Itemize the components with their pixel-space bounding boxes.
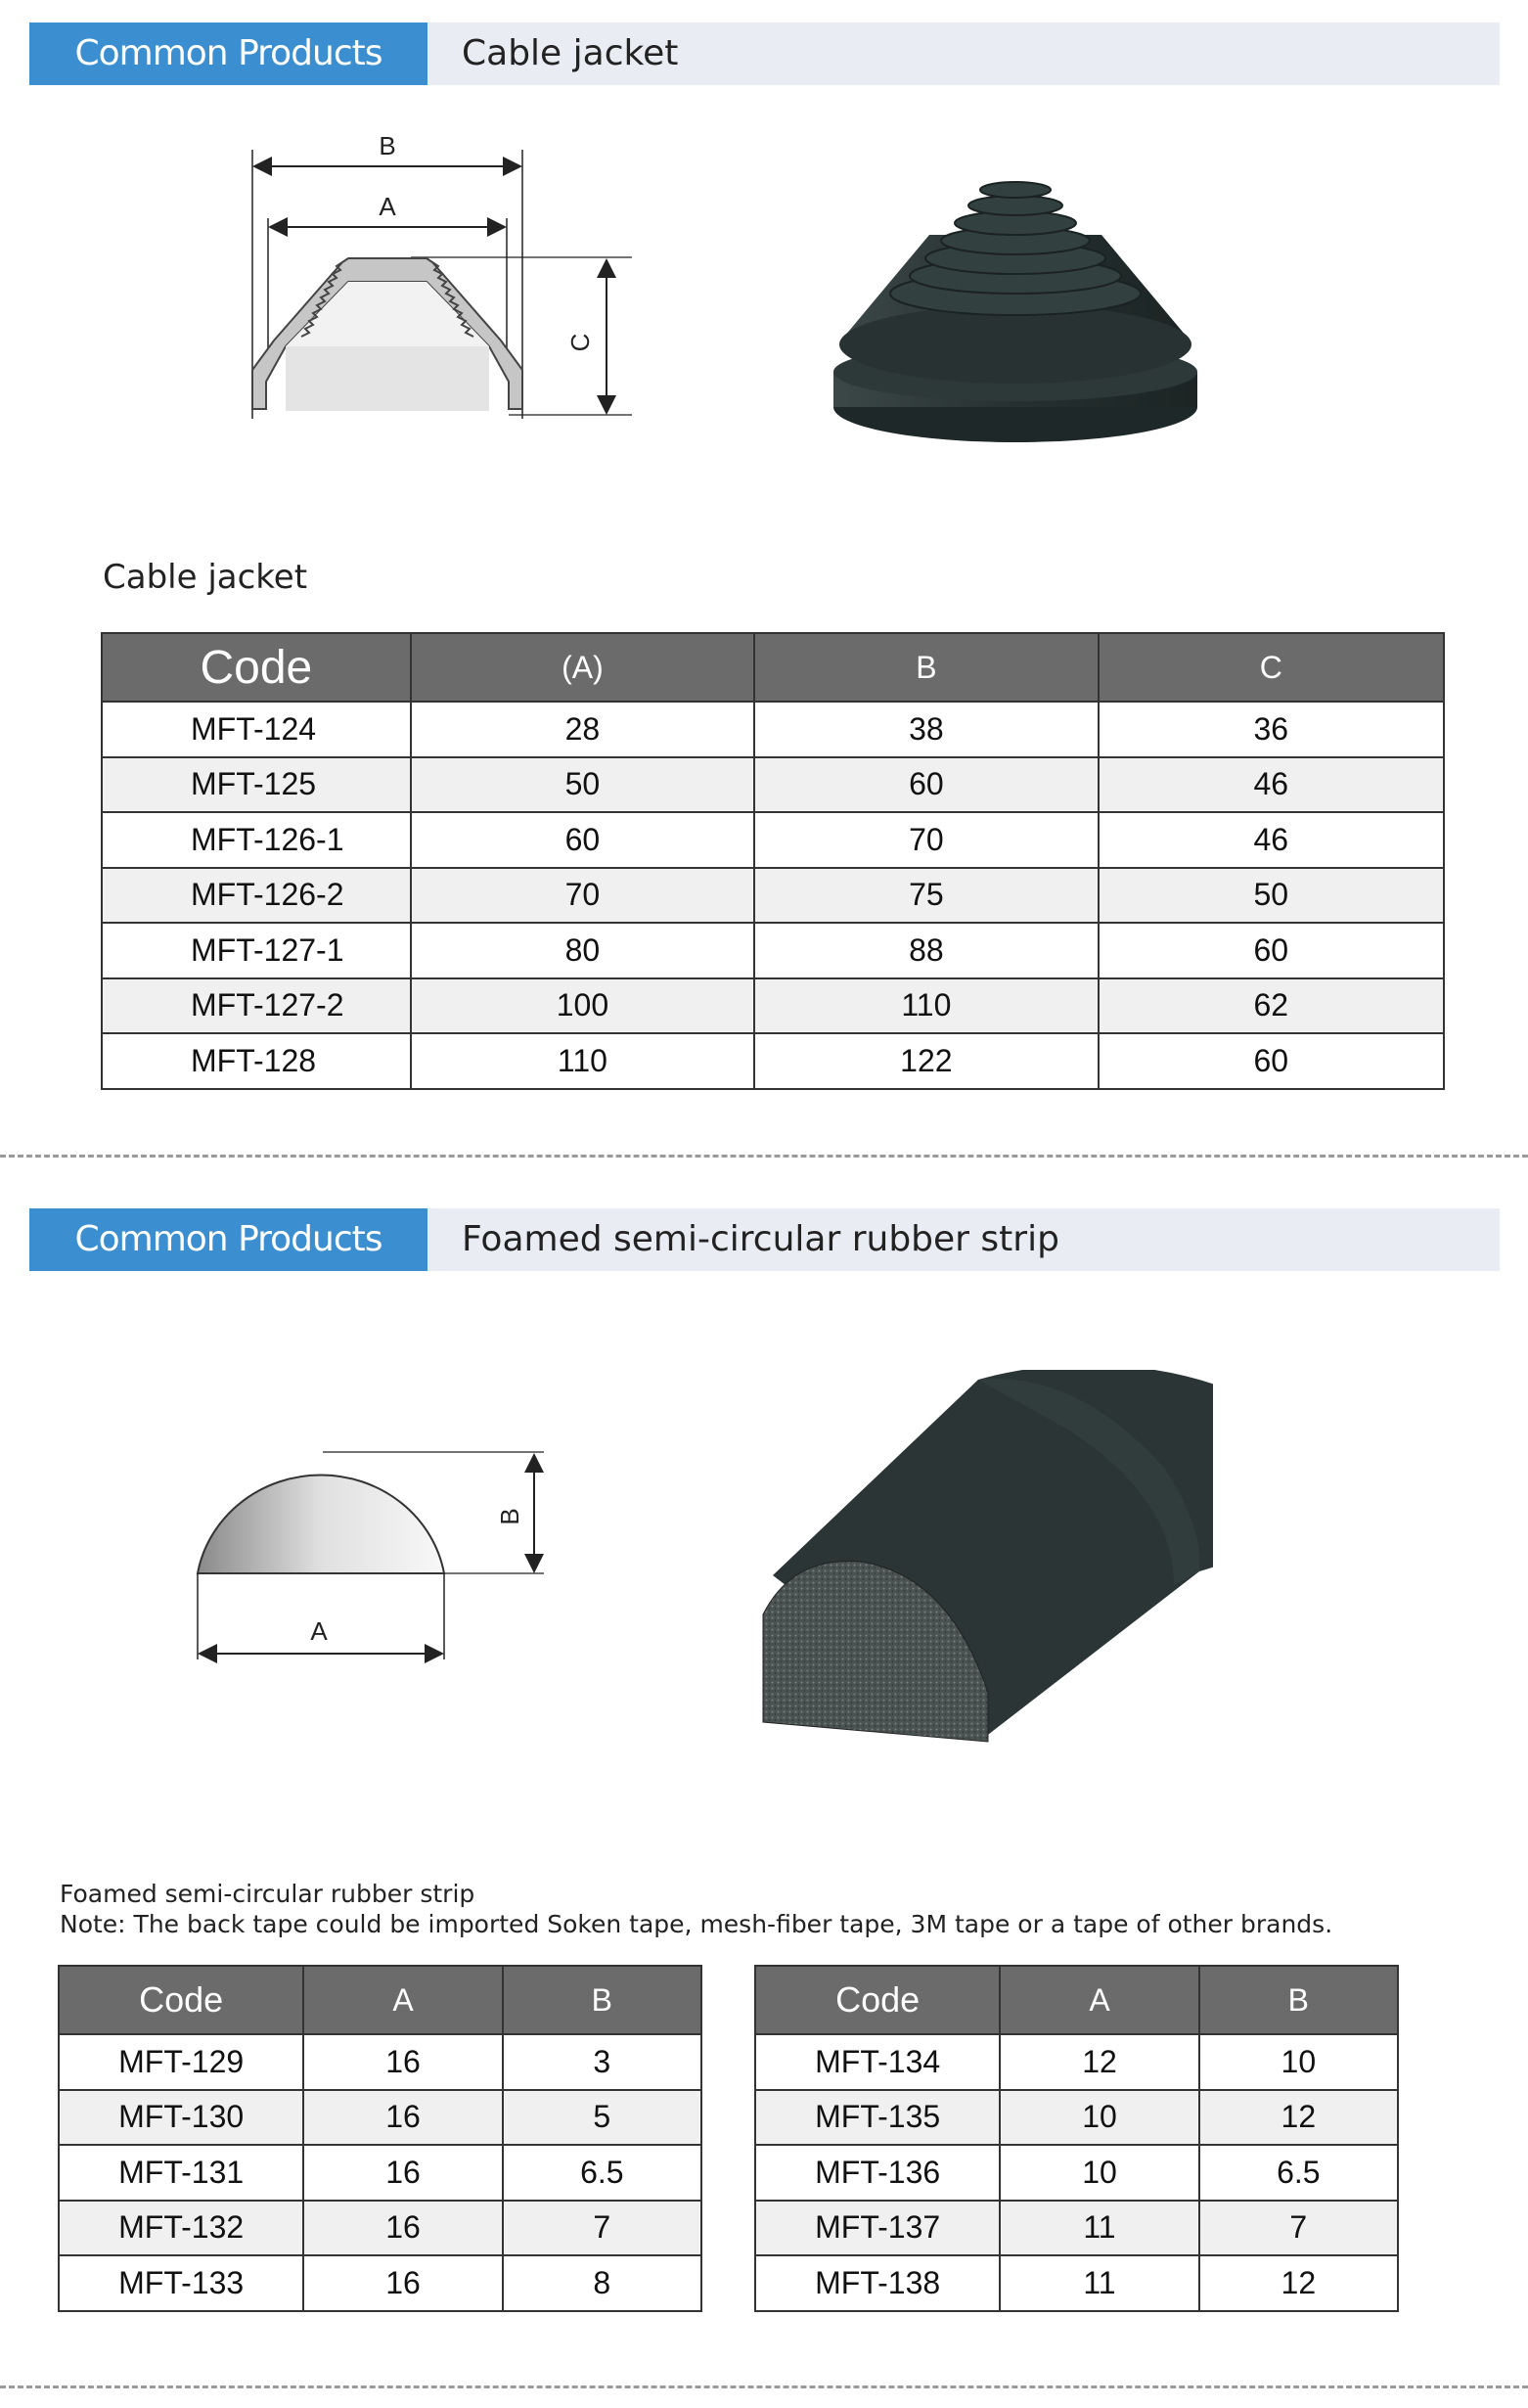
dimension-cell: 110	[754, 978, 1098, 1034]
dimension-cell: 6.5	[1199, 2145, 1398, 2201]
table-row	[102, 757, 1444, 813]
rubber-strip-diagram	[186, 1438, 577, 1673]
product-code-cell: MFT-126-2	[102, 868, 411, 924]
rubber-strip-product-image	[753, 1370, 1213, 1751]
table-caption	[60, 1879, 1332, 1939]
dimension-cell: 16	[303, 2145, 502, 2201]
table-row	[102, 812, 1444, 868]
table-row	[59, 2090, 701, 2146]
dimension-cell: 16	[303, 2255, 502, 2311]
product-code-cell: MFT-125	[102, 757, 411, 813]
dimension-cell: 38	[754, 702, 1098, 757]
product-code-cell: MFT-132	[59, 2201, 303, 2256]
table-row	[755, 2201, 1398, 2256]
common-products-tag: Common Products	[29, 23, 427, 85]
dimension-cell: 50	[1099, 868, 1444, 924]
table-body	[102, 702, 1444, 1089]
dimension-cell: 88	[754, 923, 1098, 978]
product-code-cell: MFT-126-1	[102, 812, 411, 868]
dimension-cell: 50	[411, 757, 754, 813]
product-code-cell: MFT-134	[755, 2034, 1000, 2090]
dimension-cell: 10	[1000, 2145, 1198, 2201]
dimension-cell: 6.5	[503, 2145, 701, 2201]
table-caption: Cable jacket	[103, 558, 308, 597]
dimension-cell: 8	[503, 2255, 701, 2311]
dimension-cell: 62	[1099, 978, 1444, 1034]
dimension-label-b: B	[379, 131, 396, 160]
product-code-cell: MFT-136	[755, 2145, 1000, 2201]
dimension-cell: 36	[1099, 702, 1444, 757]
dimension-cell: 80	[411, 923, 754, 978]
rubber-strip-table-right	[754, 1965, 1399, 2312]
section-title: Cable jacket	[462, 33, 679, 73]
section-divider	[0, 1155, 1528, 1158]
dimension-cell: 75	[754, 868, 1098, 924]
table-row	[755, 2255, 1398, 2311]
dimension-cell: 12	[1199, 2090, 1398, 2146]
table-body	[755, 2034, 1398, 2311]
column-header: B	[754, 633, 1098, 702]
dimension-cell: 70	[754, 812, 1098, 868]
table-row	[755, 2145, 1398, 2201]
table-row	[102, 868, 1444, 924]
table-row	[59, 2255, 701, 2311]
cable-jacket-diagram	[235, 125, 646, 429]
dimension-cell: 16	[303, 2034, 502, 2090]
section-title: Foamed semi-circular rubber strip	[462, 1219, 1059, 1259]
column-header: A	[303, 1966, 502, 2034]
dimension-cell: 5	[503, 2090, 701, 2146]
column-header: C	[1099, 633, 1444, 702]
product-code-cell: MFT-131	[59, 2145, 303, 2201]
product-code-cell: MFT-130	[59, 2090, 303, 2146]
section-header-rubber-strip	[29, 1208, 1500, 1271]
dimension-cell: 3	[503, 2034, 701, 2090]
dimension-cell: 10	[1000, 2090, 1198, 2146]
column-header: Code	[755, 1966, 1000, 2034]
table-body	[59, 2034, 701, 2311]
dimension-cell: 11	[1000, 2255, 1198, 2311]
cable-jacket-product-image	[831, 176, 1203, 450]
common-products-tag: Common Products	[29, 1208, 427, 1271]
product-code-cell: MFT-127-2	[102, 978, 411, 1034]
dimension-cell: 12	[1199, 2255, 1398, 2311]
dimension-label-a: A	[310, 1616, 328, 1646]
table-row	[102, 702, 1444, 757]
section-divider	[0, 2385, 1528, 2388]
table-row	[102, 923, 1444, 978]
dimension-cell: 100	[411, 978, 754, 1034]
dimension-cell: 60	[1099, 923, 1444, 978]
caption-note: Note: The back tape could be imported Soken tape, mesh-fiber tape, 3M tape or a tape of other brands.	[60, 1910, 1333, 1938]
product-code-cell: MFT-124	[102, 702, 411, 757]
table-row	[59, 2034, 701, 2090]
dimension-cell: 122	[754, 1033, 1098, 1089]
column-header: Code	[102, 633, 411, 702]
product-code-cell: MFT-133	[59, 2255, 303, 2311]
table-row	[59, 2201, 701, 2256]
table-row	[755, 2034, 1398, 2090]
dimension-cell: 110	[411, 1033, 754, 1089]
cable-jacket-table	[101, 632, 1445, 1090]
dimension-label-b: B	[495, 1508, 524, 1525]
dimension-cell: 12	[1000, 2034, 1198, 2090]
column-header: (A)	[411, 633, 754, 702]
dimension-cell: 7	[503, 2201, 701, 2256]
dimension-label-c: C	[565, 333, 595, 352]
section-header-cable-jacket	[29, 23, 1500, 85]
product-code-cell: MFT-138	[755, 2255, 1000, 2311]
dimension-cell: 60	[754, 757, 1098, 813]
table-row	[59, 2145, 701, 2201]
rubber-strip-table-left	[58, 1965, 702, 2312]
product-code-cell: MFT-128	[102, 1033, 411, 1089]
dimension-cell: 11	[1000, 2201, 1198, 2256]
dimension-cell: 46	[1099, 757, 1444, 813]
table-row	[102, 1033, 1444, 1089]
dimension-cell: 60	[1099, 1033, 1444, 1089]
column-header: A	[1000, 1966, 1198, 2034]
product-code-cell: MFT-137	[755, 2201, 1000, 2256]
dimension-cell: 46	[1099, 812, 1444, 868]
dimension-label-a: A	[379, 192, 396, 221]
table-row	[102, 978, 1444, 1034]
caption-title: Foamed semi-circular rubber strip	[60, 1880, 475, 1908]
dimension-cell: 28	[411, 702, 754, 757]
column-header: B	[1199, 1966, 1398, 2034]
product-code-cell: MFT-129	[59, 2034, 303, 2090]
dimension-cell: 16	[303, 2201, 502, 2256]
dimension-cell: 70	[411, 868, 754, 924]
dimension-cell: 16	[303, 2090, 502, 2146]
table-row	[755, 2090, 1398, 2146]
product-code-cell: MFT-127-1	[102, 923, 411, 978]
product-code-cell: MFT-135	[755, 2090, 1000, 2146]
dimension-cell: 7	[1199, 2201, 1398, 2256]
column-header: B	[503, 1966, 701, 2034]
dimension-cell: 10	[1199, 2034, 1398, 2090]
column-header: Code	[59, 1966, 303, 2034]
dimension-cell: 60	[411, 812, 754, 868]
